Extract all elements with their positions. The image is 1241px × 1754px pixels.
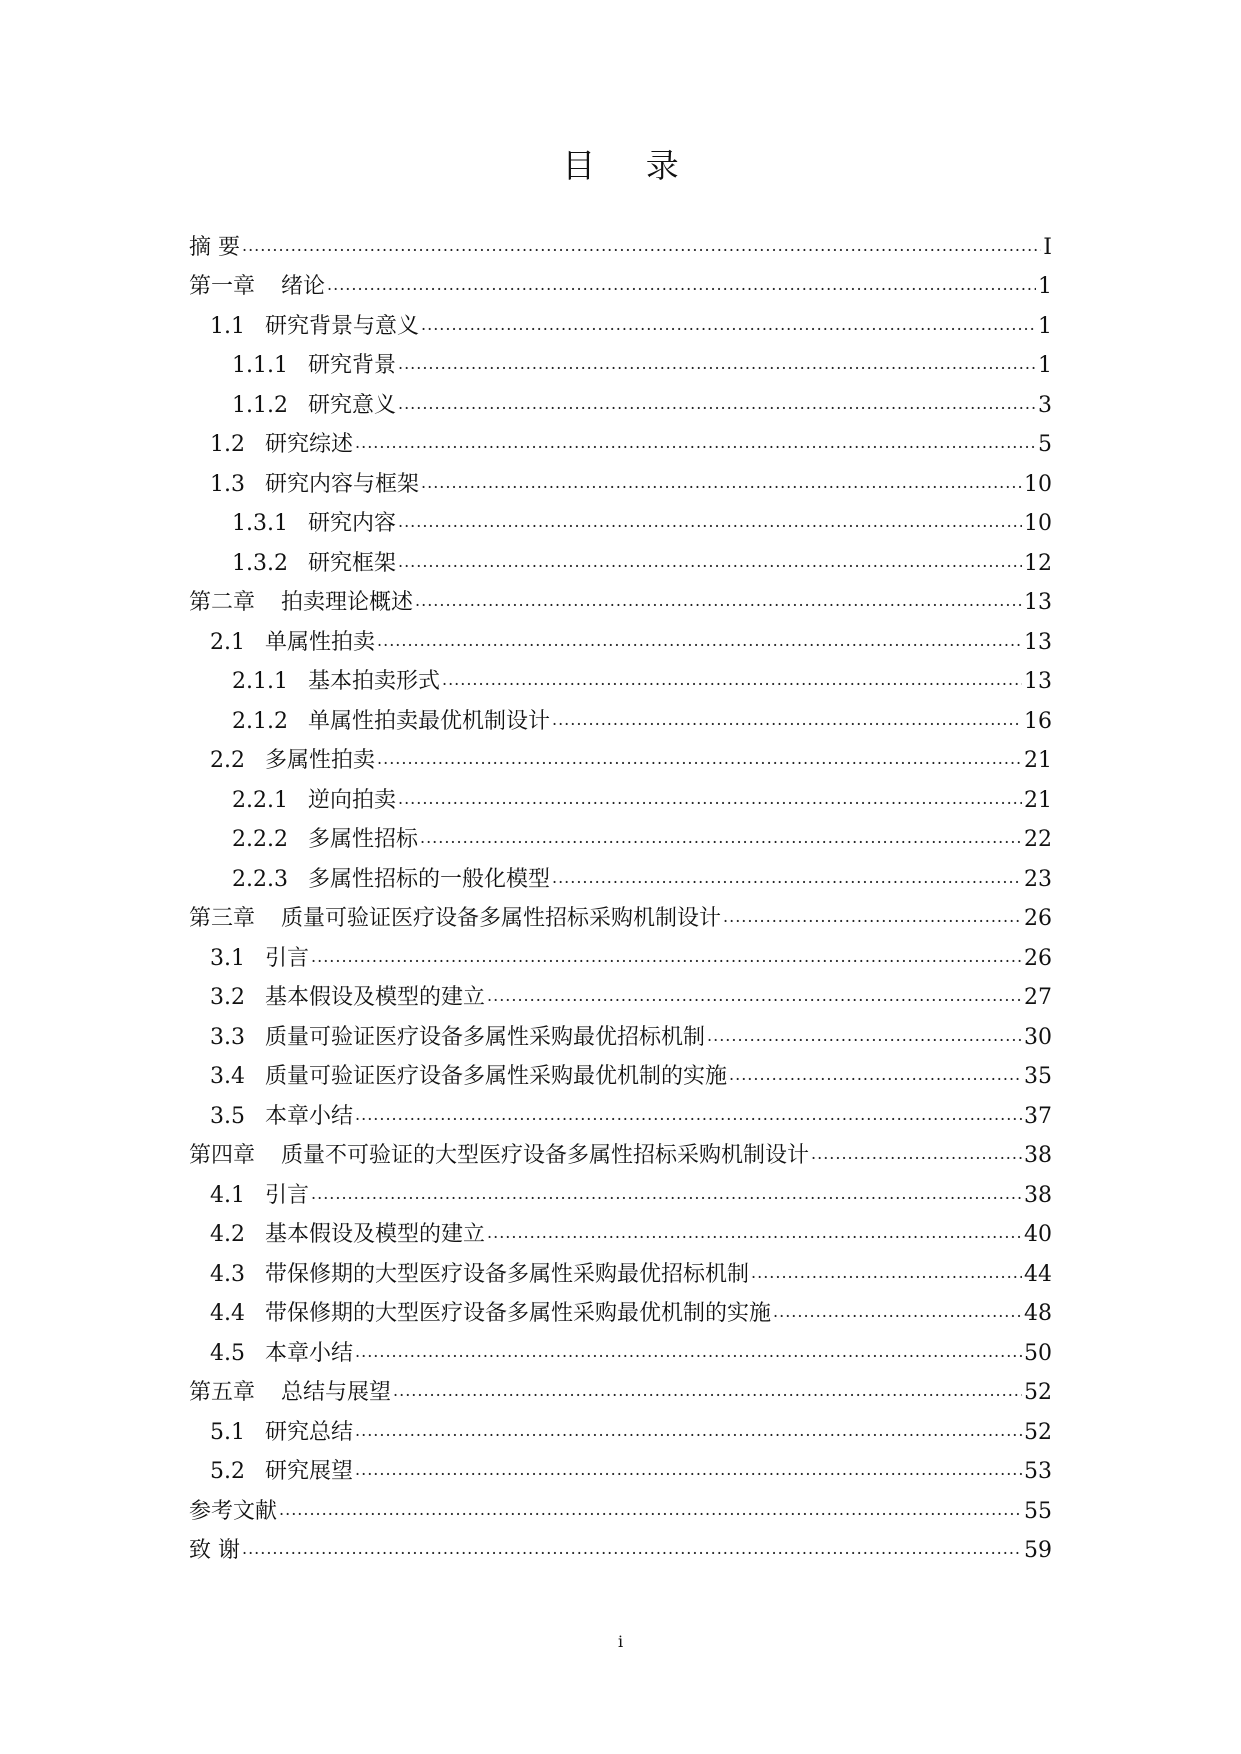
toc-entry-page: 21 bbox=[1024, 748, 1052, 774]
toc-entry-label: 绪论 bbox=[281, 274, 326, 300]
toc-entry-label: 总结与展望 bbox=[281, 1380, 392, 1406]
toc-entry[interactable] bbox=[189, 1374, 1052, 1414]
dot-leader bbox=[707, 1023, 1022, 1053]
dot-leader bbox=[393, 1378, 1022, 1408]
toc-entry-page: 52 bbox=[1024, 1419, 1052, 1445]
table-of-contents bbox=[189, 228, 1052, 1571]
toc-entry-number: 1.3.2 bbox=[232, 550, 288, 576]
toc-entry-page: 27 bbox=[1024, 985, 1052, 1011]
toc-entry-label: 单属性拍卖 bbox=[265, 629, 376, 655]
toc-entry-number: 4.4 bbox=[210, 1301, 245, 1327]
toc-entry-page: 26 bbox=[1024, 945, 1052, 971]
dot-leader bbox=[377, 628, 1022, 658]
toc-entry[interactable] bbox=[189, 1058, 1052, 1098]
toc-entry-label: 致 谢 bbox=[189, 1538, 240, 1564]
toc-entry-label: 基本拍卖形式 bbox=[307, 669, 440, 695]
toc-entry-number: 2.2.3 bbox=[232, 866, 288, 892]
toc-entry-label: 研究展望 bbox=[265, 1459, 354, 1485]
toc-entry[interactable] bbox=[189, 505, 1052, 545]
toc-entry[interactable] bbox=[189, 1216, 1052, 1256]
dot-leader bbox=[487, 1220, 1022, 1250]
toc-entry-label: 研究内容 bbox=[307, 511, 396, 537]
toc-entry-page: 21 bbox=[1024, 787, 1052, 813]
dot-leader bbox=[398, 549, 1022, 579]
toc-entry-number: 2.1.1 bbox=[232, 669, 288, 695]
page-title: 目 录 bbox=[562, 146, 699, 185]
toc-entry-page: 50 bbox=[1024, 1340, 1052, 1366]
toc-entry-page: 10 bbox=[1024, 511, 1052, 537]
toc-entry-number: 1.3.1 bbox=[232, 511, 288, 537]
dot-leader bbox=[398, 786, 1022, 816]
toc-entry-label: 质量可验证医疗设备多属性采购最优机制的实施 bbox=[265, 1064, 728, 1090]
dot-leader bbox=[279, 1497, 1022, 1527]
toc-entry-label: 研究总结 bbox=[265, 1419, 354, 1445]
toc-entry-page: 12 bbox=[1024, 550, 1052, 576]
toc-entry-page: 22 bbox=[1024, 827, 1052, 853]
dot-leader bbox=[729, 1062, 1022, 1092]
toc-entry-number: 3.3 bbox=[210, 1024, 245, 1050]
toc-entry-page: 16 bbox=[1024, 708, 1052, 734]
dot-leader bbox=[398, 509, 1022, 539]
toc-entry-number: 4.1 bbox=[210, 1182, 245, 1208]
toc-entry-number: 1.1 bbox=[210, 313, 245, 339]
toc-entry-number: 4.5 bbox=[210, 1340, 245, 1366]
toc-entry-label: 拍卖理论概述 bbox=[281, 590, 414, 616]
toc-entry-number: 2.2.2 bbox=[232, 827, 288, 853]
toc-entry-label: 质量可验证医疗设备多属性招标采购机制设计 bbox=[281, 906, 722, 932]
dot-leader bbox=[415, 588, 1022, 618]
toc-entry-label: 质量不可验证的大型医疗设备多属性招标采购机制设计 bbox=[281, 1143, 810, 1169]
toc-entry[interactable] bbox=[189, 821, 1052, 861]
toc-entry-label: 多属性招标 bbox=[307, 827, 418, 853]
toc-entry-page: 53 bbox=[1024, 1459, 1052, 1485]
toc-entry-page: 35 bbox=[1024, 1064, 1052, 1090]
dot-leader bbox=[242, 233, 1041, 263]
toc-entry-label: 质量可验证医疗设备多属性采购最优招标机制 bbox=[265, 1024, 706, 1050]
toc-entry-page: 1 bbox=[1038, 313, 1052, 339]
toc-entry-page: 26 bbox=[1024, 906, 1052, 932]
toc-entry-page: 38 bbox=[1024, 1143, 1052, 1169]
toc-entry-number: 2.2 bbox=[210, 748, 245, 774]
toc-entry-label: 本章小结 bbox=[265, 1340, 354, 1366]
toc-entry-label: 研究意义 bbox=[307, 392, 396, 418]
toc-entry-page: 13 bbox=[1024, 590, 1052, 616]
toc-entry[interactable] bbox=[189, 1255, 1052, 1295]
toc-entry-number: 2.2.1 bbox=[232, 787, 288, 813]
toc-entry[interactable] bbox=[189, 1097, 1052, 1137]
toc-entry-number: 第四章 bbox=[189, 1143, 256, 1169]
toc-entry-page: I bbox=[1043, 234, 1052, 260]
toc-entry[interactable] bbox=[189, 465, 1052, 505]
toc-entry[interactable] bbox=[189, 1137, 1052, 1177]
toc-entry-label: 研究框架 bbox=[307, 550, 396, 576]
toc-entry-label: 研究背景 bbox=[307, 353, 396, 379]
toc-entry-number: 4.3 bbox=[210, 1261, 245, 1287]
toc-entry[interactable] bbox=[189, 860, 1052, 900]
dot-leader bbox=[421, 470, 1022, 500]
toc-entry[interactable] bbox=[189, 623, 1052, 663]
toc-entry-number: 1.3 bbox=[210, 471, 245, 497]
toc-entry-number: 第五章 bbox=[189, 1380, 256, 1406]
toc-entry-label: 引言 bbox=[265, 945, 310, 971]
toc-entry-label: 摘 要 bbox=[189, 234, 240, 260]
toc-entry-number: 第二章 bbox=[189, 590, 256, 616]
toc-entry[interactable] bbox=[189, 268, 1052, 308]
dot-leader bbox=[487, 983, 1022, 1013]
toc-entry[interactable] bbox=[189, 1492, 1052, 1532]
toc-entry[interactable] bbox=[189, 979, 1052, 1019]
toc-entry-page: 10 bbox=[1024, 471, 1052, 497]
toc-entry[interactable] bbox=[189, 544, 1052, 584]
toc-entry-label: 研究内容与框架 bbox=[265, 471, 420, 497]
toc-entry[interactable] bbox=[189, 228, 1052, 268]
toc-entry-page: 1 bbox=[1038, 353, 1052, 379]
dot-leader bbox=[552, 707, 1022, 737]
toc-entry[interactable] bbox=[189, 1295, 1052, 1335]
toc-entry-label: 逆向拍卖 bbox=[307, 787, 396, 813]
toc-entry-number: 1.1.1 bbox=[232, 353, 288, 379]
toc-entry-label: 参考文献 bbox=[189, 1498, 278, 1524]
toc-entry-page: 3 bbox=[1038, 392, 1052, 418]
toc-entry-number: 3.5 bbox=[210, 1103, 245, 1129]
toc-entry[interactable] bbox=[189, 1018, 1052, 1058]
dot-leader bbox=[355, 1418, 1022, 1448]
toc-entry-label: 基本假设及模型的建立 bbox=[265, 1222, 486, 1248]
toc-entry-number: 4.2 bbox=[210, 1222, 245, 1248]
toc-entry[interactable] bbox=[189, 663, 1052, 703]
toc-entry-number: 5.2 bbox=[210, 1459, 245, 1485]
toc-entry-label: 研究综述 bbox=[265, 432, 354, 458]
dot-leader bbox=[327, 272, 1036, 302]
dot-leader bbox=[811, 1141, 1022, 1171]
toc-entry-number: 2.1 bbox=[210, 629, 245, 655]
toc-entry[interactable] bbox=[189, 1413, 1052, 1453]
toc-entry-page: 37 bbox=[1024, 1103, 1052, 1129]
toc-entry-page: 52 bbox=[1024, 1380, 1052, 1406]
dot-leader bbox=[311, 944, 1022, 974]
dot-leader bbox=[311, 1181, 1022, 1211]
toc-entry[interactable] bbox=[189, 742, 1052, 782]
toc-entry[interactable] bbox=[189, 781, 1052, 821]
dot-leader bbox=[420, 825, 1022, 855]
toc-entry-number: 第一章 bbox=[189, 274, 256, 300]
dot-leader bbox=[751, 1260, 1022, 1290]
toc-entry-number: 3.1 bbox=[210, 945, 245, 971]
toc-entry-page: 40 bbox=[1024, 1222, 1052, 1248]
toc-entry-label: 研究背景与意义 bbox=[265, 313, 420, 339]
toc-entry-page: 30 bbox=[1024, 1024, 1052, 1050]
dot-leader bbox=[421, 312, 1036, 342]
toc-entry-number: 2.1.2 bbox=[232, 708, 288, 734]
toc-entry-page: 5 bbox=[1038, 432, 1052, 458]
toc-entry-number: 第三章 bbox=[189, 906, 256, 932]
dot-leader bbox=[377, 746, 1022, 776]
toc-entry-label: 带保修期的大型医疗设备多属性采购最优机制的实施 bbox=[265, 1301, 772, 1327]
toc-entry-label: 单属性拍卖最优机制设计 bbox=[307, 708, 550, 734]
dot-leader bbox=[552, 865, 1022, 895]
toc-entry[interactable] bbox=[189, 386, 1052, 426]
dot-leader bbox=[442, 667, 1022, 697]
toc-entry-page: 13 bbox=[1024, 629, 1052, 655]
toc-entry-label: 本章小结 bbox=[265, 1103, 354, 1129]
toc-entry-label: 引言 bbox=[265, 1182, 310, 1208]
toc-entry-label: 多属性招标的一般化模型 bbox=[307, 866, 550, 892]
toc-entry-page: 38 bbox=[1024, 1182, 1052, 1208]
toc-entry-page: 59 bbox=[1024, 1538, 1052, 1564]
toc-entry-label: 基本假设及模型的建立 bbox=[265, 985, 486, 1011]
page-number: i bbox=[617, 1632, 624, 1651]
toc-entry-label: 带保修期的大型医疗设备多属性采购最优招标机制 bbox=[265, 1261, 750, 1287]
toc-entry[interactable] bbox=[189, 307, 1052, 347]
toc-entry-page: 1 bbox=[1038, 274, 1052, 300]
dot-leader bbox=[355, 430, 1036, 460]
toc-entry[interactable] bbox=[189, 584, 1052, 624]
toc-entry-number: 3.4 bbox=[210, 1064, 245, 1090]
toc-entry-page: 48 bbox=[1024, 1301, 1052, 1327]
toc-entry-number: 5.1 bbox=[210, 1419, 245, 1445]
toc-entry[interactable] bbox=[189, 426, 1052, 466]
dot-leader bbox=[355, 1102, 1022, 1132]
toc-entry[interactable] bbox=[189, 1532, 1052, 1572]
dot-leader bbox=[355, 1339, 1022, 1369]
dot-leader bbox=[723, 904, 1022, 934]
toc-entry[interactable] bbox=[189, 1334, 1052, 1374]
toc-entry[interactable] bbox=[189, 1453, 1052, 1493]
dot-leader bbox=[398, 351, 1036, 381]
toc-entry-page: 44 bbox=[1024, 1261, 1052, 1287]
dot-leader bbox=[398, 391, 1036, 421]
toc-entry-number: 1.2 bbox=[210, 432, 245, 458]
toc-entry[interactable] bbox=[189, 347, 1052, 387]
toc-entry[interactable] bbox=[189, 1176, 1052, 1216]
toc-entry-number: 1.1.2 bbox=[232, 392, 288, 418]
toc-entry-page: 55 bbox=[1024, 1498, 1052, 1524]
toc-entry[interactable] bbox=[189, 900, 1052, 940]
toc-entry-page: 23 bbox=[1024, 866, 1052, 892]
dot-leader bbox=[242, 1536, 1022, 1566]
dot-leader bbox=[773, 1299, 1022, 1329]
toc-entry[interactable] bbox=[189, 702, 1052, 742]
toc-entry-page: 13 bbox=[1024, 669, 1052, 695]
toc-entry-number: 3.2 bbox=[210, 985, 245, 1011]
dot-leader bbox=[355, 1457, 1022, 1487]
toc-entry-label: 多属性拍卖 bbox=[265, 748, 376, 774]
toc-entry[interactable] bbox=[189, 939, 1052, 979]
